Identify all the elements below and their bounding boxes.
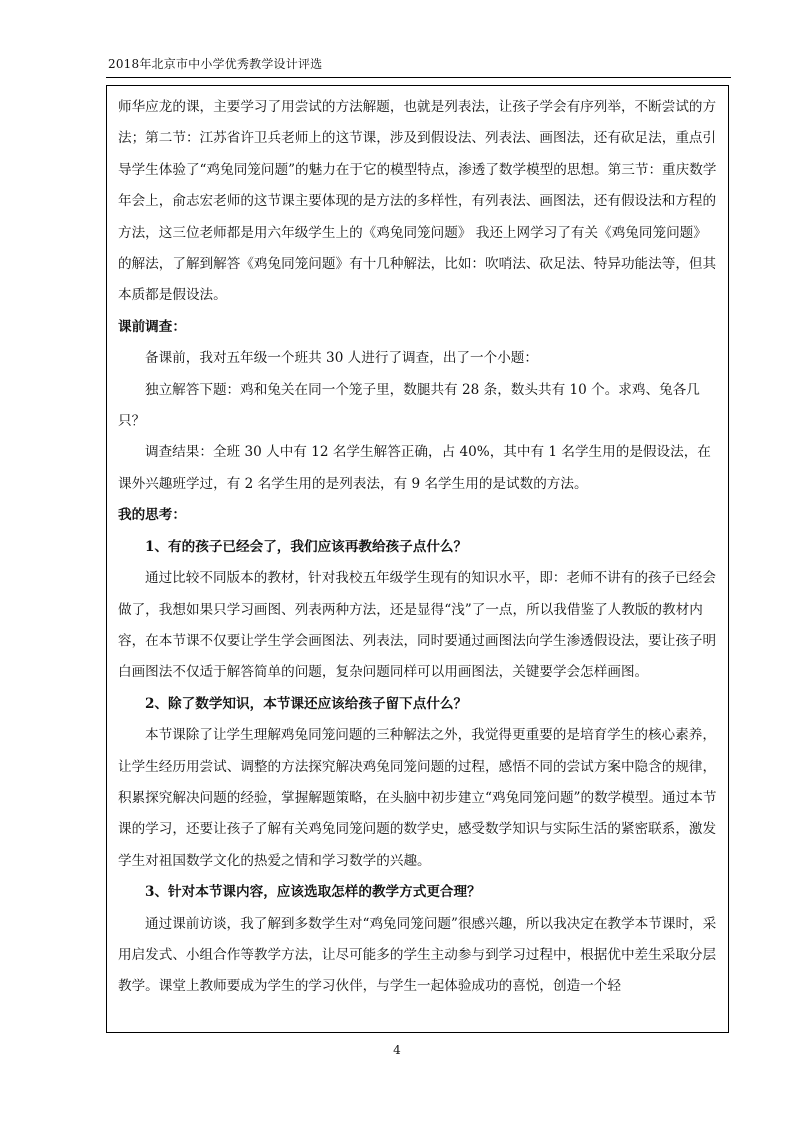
content-body: [118, 92, 718, 1003]
survey-paragraph-2: 独立解答下题：鸡和兔关在同一个笼子里，数腿共有 28 条，数头共有 10 个。求鸡、兔各几只？: [118, 381, 700, 430]
survey-paragraph-1: 备课前，我对五年级一个班共 30 人进行了调查，出了一个小题：: [145, 350, 538, 367]
survey-paragraph-3: 调查结果：全班 30 人中有 12 名学生解答正确，占 40%，其中有 1 名学生用的是假设法，在课外兴趣班学过，有 2 名学生用的是列表法，有 9 名学生用的是试数的方法。: [118, 444, 711, 492]
content-table-cell: [106, 85, 729, 1033]
page-number: 4: [393, 1043, 401, 1057]
thinking-heading: 我的思考：: [118, 507, 186, 524]
answer-3: 通过课前访谈，我了解到多数学生对“鸡兔同笼问题”很感兴趣，所以我决定在教学本节课时，采用启发式、小组合作等教学方法，让尽可能多的学生主动参与到学习过程中，根据优中差生采取分层教学。课堂上教师要成为学生的学习伙伴，与学生一起体验成功的喜悦，创造一个轻: [118, 915, 717, 995]
question-2: 2、除了数学知识，本节课还应该给孩子留下点什么？: [145, 695, 468, 712]
survey-heading: 课前调查：: [118, 318, 186, 335]
answer-2: 本节课除了让学生理解鸡兔同笼问题的三种解法之外，我觉得更重要的是培育学生的核心素养，让学生经历用尝试、调整的方法探究解决鸡兔同笼问题的过程，感悟不同的尝试方案中隐含的规律，积累探究解决问题的经验，掌握解题策略，在头脑中初步建立“鸡兔同笼问题”的数学模型。通过本节课的学习，还要让孩子了解有关鸡兔同笼问题的数学史，感受数学知识与实际生活的紧密联系，激发学生对祖国数学文化的热爱之情和学习数学的兴趣。: [118, 727, 717, 869]
running-header: 2018年北京市中小学优秀教学设计评选: [108, 57, 323, 71]
header-divider: [106, 77, 731, 78]
question-1: 1、有的孩子已经会了，我们应该再教给孩子点什么？: [145, 538, 468, 555]
answer-1: 通过比较不同版本的教材，针对我校五年级学生现有的知识水平，即：老师不讲有的孩子已经会做了，我想如果只学习画图、列表两种方法，还是显得“浅”了一点，所以我借鉴了人教版的教材内容，在本节课不仅要让学生学会画图法、列表法，同时要通过画图法向学生渗透假设法，要让孩子明白画图法不仅适于解答简单的问题，复杂问题同样可以用画图法，关键要学会怎样画图。: [118, 570, 717, 681]
intro-paragraph: 师华应龙的课，主要学习了用尝试的方法解题，也就是列表法，让孩子学会有序列举，不断尝试的方法；第二节：江苏省许卫兵老师上的这节课，涉及到假设法、列表法、画图法，还有砍足法，重点引导学生体验了“鸡兔同笼问题”的魅力在于它的模型特点，渗透了数学模型的思想。第三节：重庆数学年会上，俞志宏老师的这节课主要体现的是方法的多样性，有列表法、画图法，还有假设法和方程的方法，这三位老师都是用六年级学生上的《鸡兔同笼问题》 我还上网学习了有关《鸡兔同笼问题》的解法，了解到解答《鸡兔同笼问题》有十几种解法，比如：吹哨法、砍足法、特异功能法等，但其本质都是假设法。: [118, 99, 717, 304]
question-3: 3、针对本节课内容，应该选取怎样的教学方式更合理？: [145, 884, 481, 901]
